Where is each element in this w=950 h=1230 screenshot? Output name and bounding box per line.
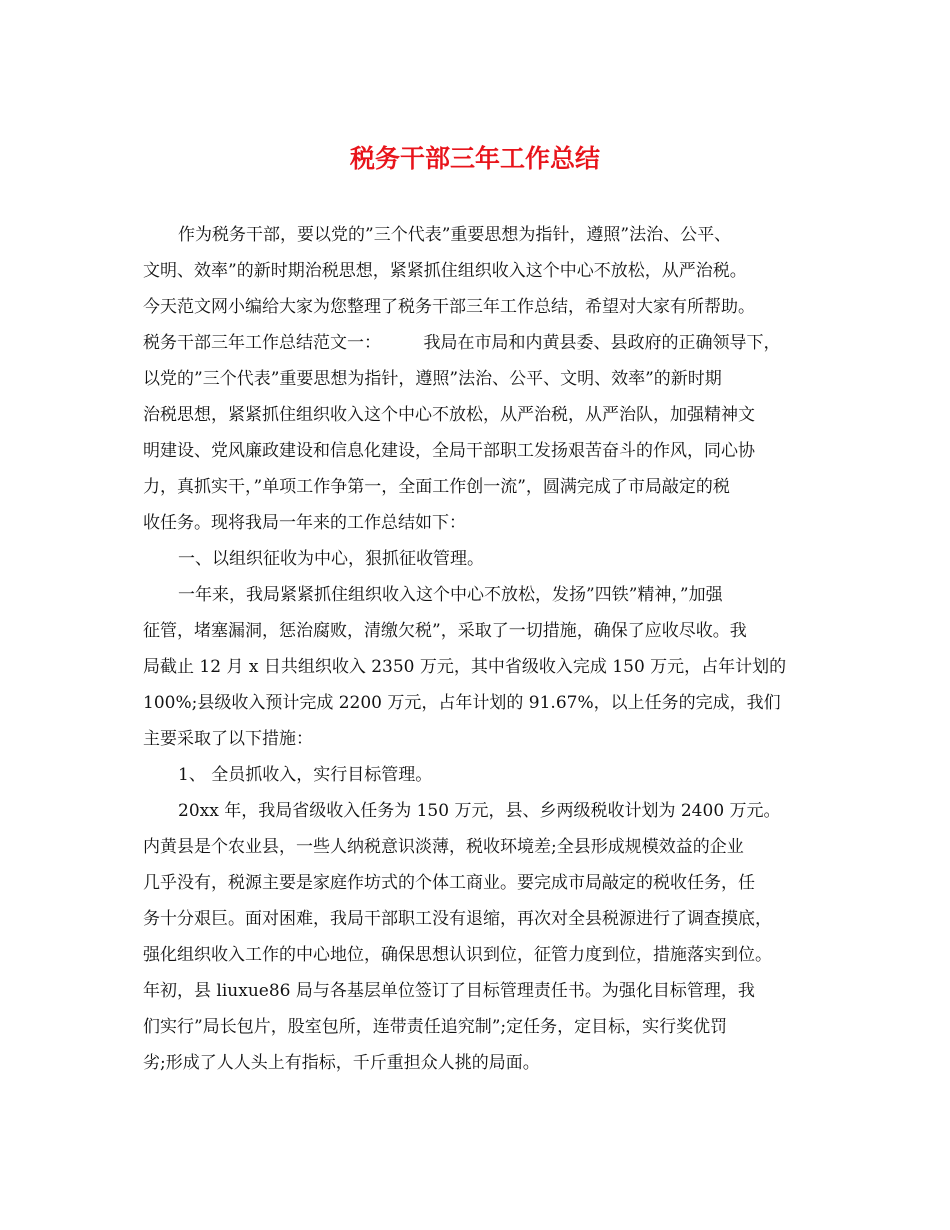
text-line: 强化组织收入工作的中心地位，确保思想认识到位，征管力度到位，措施落实到位。 (143, 945, 772, 965)
text-line: 力，真抓实干，”单项工作争第一，全面工作创一流”，圆满完成了市局敲定的税 (143, 477, 730, 497)
text-line: 明建设、党风廉政建设和信息化建设，全局干部职工发扬艰苦奋斗的作风，同心协 (143, 441, 755, 461)
text-line: 作为税务干部，要以党的”三个代表”重要思想为指针，遵照”法治、公平、 (178, 225, 732, 245)
text-line: 劣;形成了人人头上有指标，千斤重担众人挑的局面。 (143, 1053, 540, 1073)
text-line: 文明、效率”的新时期治税思想，紧紧抓住组织收入这个中心不放松，从严治税。 (143, 261, 747, 281)
document-title: 税务干部三年工作总结 (349, 144, 600, 173)
text-line: 年初，县 liuxue86 局与各基层单位签订了目标管理责任书。为强化目标管理，我 (143, 981, 755, 1001)
text-line: 征管，堵塞漏洞，惩治腐败，清缴欠税”，采取了一切措施，确保了应收尽收。我 (143, 621, 747, 641)
subsection-heading: 1、 全员抓收入，实行目标管理。 (178, 765, 433, 785)
text-line: 几乎没有，税源主要是家庭作坊式的个体工商业。要完成市局敲定的税收任务，任 (143, 873, 755, 893)
text-line: 100%;县级收入预计完成 2200 万元，占年计划的 91.67%，以上任务的完成，我们 (143, 693, 781, 713)
text-line: 务十分艰巨。面对困难，我局干部职工没有退缩，再次对全县税源进行了调查摸底， (143, 909, 772, 929)
text-line: 收任务。现将我局一年来的工作总结如下： (143, 513, 466, 533)
text-line: 一年来，我局紧紧抓住组织收入这个中心不放松，发扬”四铁”精神，”加强 (178, 585, 723, 605)
text-line: 治税思想，紧紧抓住组织收入这个中心不放松，从严治税，从严治队，加强精神文 (143, 405, 755, 425)
text-line: 内黄县是个农业县，一些人纳税意识淡薄，税收环境差;全县形成规模效益的企业 (143, 837, 744, 857)
text-line: 主要采取了以下措施： (143, 729, 313, 749)
text-line: 以党的”三个代表”重要思想为指针，遵照”法治、公平、文明、效率”的新时期 (143, 369, 722, 389)
text-line: 税务干部三年工作总结范文一： 我局在市局和内黄县委、县政府的正确领导下， (143, 333, 781, 353)
text-line: 们实行”局长包片，股室包所，连带责任追究制”;定任务，定目标，实行奖优罚 (143, 1017, 728, 1037)
text-line: 今天范文网小编给大家为您整理了税务干部三年工作总结，希望对大家有所帮助。 (143, 297, 755, 317)
text-line: 20xx 年，我局省级收入任务为 150 万元，县、乡两级税收计划为 2400 万元。 (178, 801, 781, 821)
text-line: 局截止 12 月 x 日共组织收入 2350 万元，其中省级收入完成 150 万元，占年计划的 (143, 657, 787, 677)
section-heading: 一、以组织征收为中心，狠抓征收管理。 (178, 549, 484, 569)
